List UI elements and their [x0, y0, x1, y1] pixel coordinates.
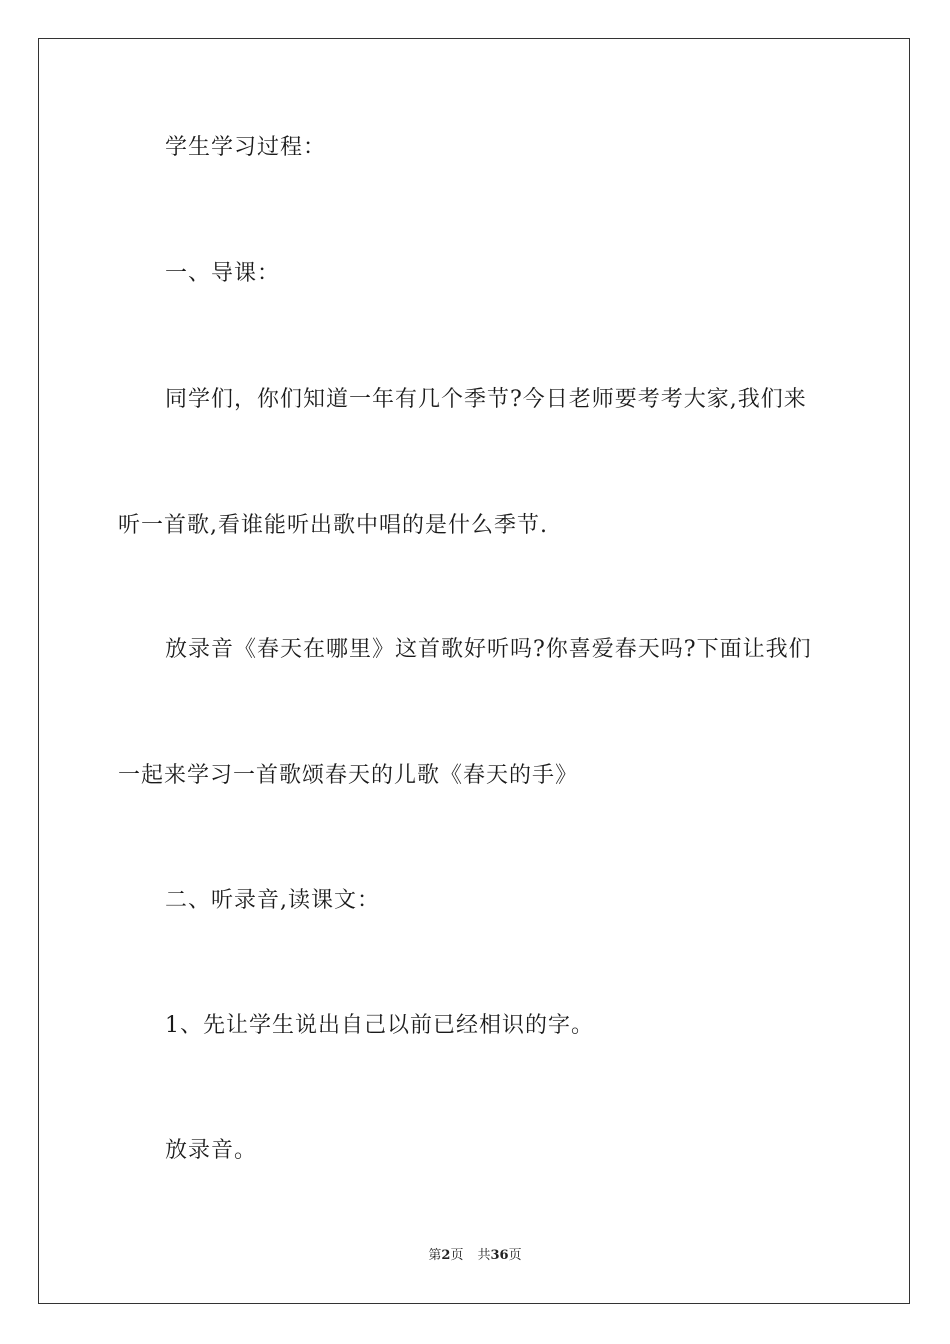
footer-total-unit: 页 [508, 1248, 522, 1263]
paragraph-student-process-heading: 学生学习过程： [165, 135, 327, 160]
footer-total-prefix: 共 [477, 1248, 491, 1263]
footer-current-page: 2 [441, 1248, 451, 1263]
footer-page-prefix: 第 [428, 1248, 442, 1263]
paragraph-section-one-heading: 一、导课： [165, 261, 281, 286]
page-border [38, 38, 910, 1304]
footer-page-unit: 页 [450, 1248, 464, 1263]
paragraph-step-one: 1、先让学生说出自己以前已经相识的字。 [165, 1013, 594, 1038]
footer-total-pages: 36 [490, 1248, 509, 1263]
paragraph-section-two-heading: 二、听录音,读课文： [165, 888, 380, 913]
paragraph-play-recording: 放录音。 [165, 1138, 258, 1163]
paragraph-intro-line-2: 听一首歌,看谁能听出歌中唱的是什么季节. [118, 513, 548, 538]
paragraph-intro-line-1: 同学们，你们知道一年有几个季节?今日老师要考考大家,我们来 [165, 387, 807, 412]
paragraph-recording-line-1: 放录音《春天在哪里》这首歌好听吗?你喜爱春天吗?下面让我们 [165, 637, 812, 662]
page-footer [0, 1246, 950, 1266]
paragraph-recording-line-2: 一起来学习一首歌颂春天的儿歌《春天的手》 [118, 763, 579, 788]
